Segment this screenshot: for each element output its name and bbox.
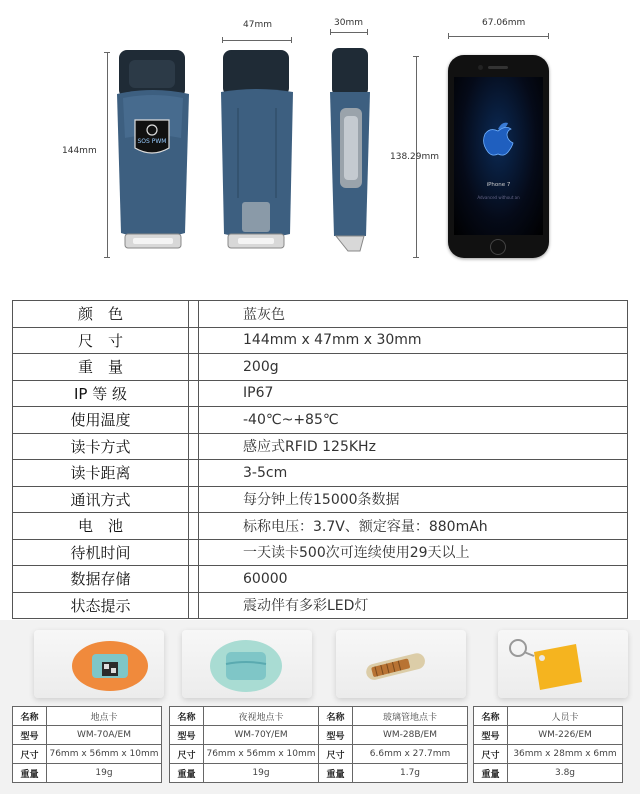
card-row-weight <box>13 764 162 783</box>
card-model: WM-28B/EM <box>353 726 468 745</box>
spec-key: 重 量 <box>13 354 189 381</box>
card-row-weight <box>170 764 319 783</box>
spec-row <box>13 460 628 487</box>
card-field-label: 尺寸 <box>13 745 47 764</box>
spec-value: 震动伴有多彩LED灯 <box>199 592 628 619</box>
card-field-label: 型号 <box>13 726 47 745</box>
card-field-label: 重量 <box>13 764 47 783</box>
spec-key: 通讯方式 <box>13 486 189 513</box>
spec-key: IP 等 级 <box>13 380 189 407</box>
height-label: 144mm <box>62 146 97 156</box>
card-row-size <box>474 745 623 764</box>
card-field-label: 尺寸 <box>319 745 353 764</box>
spec-key: 使用温度 <box>13 407 189 434</box>
card-row-model <box>13 726 162 745</box>
card-row-model <box>170 726 319 745</box>
spec-row <box>13 327 628 354</box>
spec-key: 读卡距离 <box>13 460 189 487</box>
card-field-label: 名称 <box>319 707 353 726</box>
card-name: 地点卡 <box>47 707 162 726</box>
card-field-label: 重量 <box>474 764 508 783</box>
phone-screen <box>454 77 543 235</box>
card-weight: 3.8g <box>508 764 623 783</box>
spec-value: 200g <box>199 354 628 381</box>
spec-key: 电 池 <box>13 513 189 540</box>
spec-value: 每分钟上传15000条数据 <box>199 486 628 513</box>
card-row-model <box>474 726 623 745</box>
depth-dimension-line <box>330 32 368 33</box>
card-field-label: 重量 <box>170 764 204 783</box>
speaker-icon <box>488 66 508 69</box>
scanner-side-image <box>326 46 374 258</box>
dimension-diagram <box>0 0 640 292</box>
spec-row <box>13 407 628 434</box>
spec-table <box>12 300 628 619</box>
width-label: 47mm <box>243 20 272 30</box>
card-weight: 19g <box>47 764 162 783</box>
location-card-image <box>34 630 164 698</box>
card-table-1 <box>12 706 162 783</box>
scanner-back-image <box>218 48 296 260</box>
card-row-size <box>319 745 468 764</box>
glass-tube-card-image <box>336 630 466 698</box>
card-table-3 <box>318 706 468 783</box>
card-model: WM-70A/EM <box>47 726 162 745</box>
spec-value: 蓝灰色 <box>199 301 628 328</box>
spec-row <box>13 566 628 593</box>
card-row-size <box>13 745 162 764</box>
card-name: 夜视地点卡 <box>204 707 319 726</box>
camera-icon <box>478 65 483 70</box>
spec-row <box>13 592 628 619</box>
spec-key: 数据存储 <box>13 566 189 593</box>
personnel-card-image <box>498 630 628 698</box>
depth-label: 30mm <box>334 18 363 28</box>
card-field-label: 型号 <box>474 726 508 745</box>
spec-value: 标称电压：3.7V、额定容量：880mAh <box>199 513 628 540</box>
card-row-weight <box>474 764 623 783</box>
home-button-icon <box>490 239 506 255</box>
card-row-name <box>319 707 468 726</box>
spec-key: 读卡方式 <box>13 433 189 460</box>
card-table-2 <box>169 706 319 783</box>
card-field-label: 名称 <box>170 707 204 726</box>
badge-text: SOS PWM <box>137 138 167 145</box>
height-dimension-line <box>107 52 108 258</box>
card-field-label: 重量 <box>319 764 353 783</box>
card-row-name <box>170 707 319 726</box>
spec-key: 颜 色 <box>13 301 189 328</box>
phone-height-label: 138.29mm <box>390 152 440 162</box>
card-size: 76mm x 56mm x 10mm <box>47 745 162 764</box>
spec-key: 待机时间 <box>13 539 189 566</box>
phone-width-label: 67.06mm <box>482 18 526 28</box>
phone-width-line <box>448 36 549 37</box>
card-size: 6.6mm x 27.7mm <box>353 745 468 764</box>
card-table-4 <box>473 706 623 783</box>
card-size: 36mm x 28mm x 6mm <box>508 745 623 764</box>
card-field-label: 名称 <box>474 707 508 726</box>
spec-value: 144mm x 47mm x 30mm <box>199 327 628 354</box>
card-size: 76mm x 56mm x 10mm <box>204 745 319 764</box>
card-row-weight <box>319 764 468 783</box>
width-dimension-line <box>222 40 292 41</box>
card-field-label: 型号 <box>319 726 353 745</box>
spec-row <box>13 486 628 513</box>
card-name: 人员卡 <box>508 707 623 726</box>
card-field-label: 尺寸 <box>170 745 204 764</box>
spec-row <box>13 354 628 381</box>
apple-logo-icon <box>476 115 521 160</box>
spec-value: -40℃~+85℃ <box>199 407 628 434</box>
spec-value: 一天读卡500次可连续使用29天以上 <box>199 539 628 566</box>
spec-row <box>13 513 628 540</box>
phone-image <box>448 55 549 258</box>
card-weight: 19g <box>204 764 319 783</box>
card-row-model <box>319 726 468 745</box>
spec-value: 60000 <box>199 566 628 593</box>
spec-row <box>13 433 628 460</box>
card-row-size <box>170 745 319 764</box>
spec-value: 感应式RFID 125KHz <box>199 433 628 460</box>
card-row-name <box>13 707 162 726</box>
card-name: 玻璃管地点卡 <box>353 707 468 726</box>
card-row-name <box>474 707 623 726</box>
spec-key: 状态提示 <box>13 592 189 619</box>
card-weight: 1.7g <box>353 764 468 783</box>
spec-key: 尺 寸 <box>13 327 189 354</box>
spec-value: IP67 <box>199 380 628 407</box>
spec-value: 3-5cm <box>199 460 628 487</box>
phone-model-text: iPhone 7 <box>486 182 511 188</box>
card-field-label: 名称 <box>13 707 47 726</box>
card-field-label: 尺寸 <box>474 745 508 764</box>
spec-row <box>13 301 628 328</box>
spec-row <box>13 539 628 566</box>
card-field-label: 型号 <box>170 726 204 745</box>
spec-row <box>13 380 628 407</box>
card-model: WM-70Y/EM <box>204 726 319 745</box>
card-model: WM-226/EM <box>508 726 623 745</box>
scanner-front-image <box>113 48 193 260</box>
night-location-card-image <box>182 630 312 698</box>
phone-sub-text: Advanced without an <box>477 195 520 200</box>
